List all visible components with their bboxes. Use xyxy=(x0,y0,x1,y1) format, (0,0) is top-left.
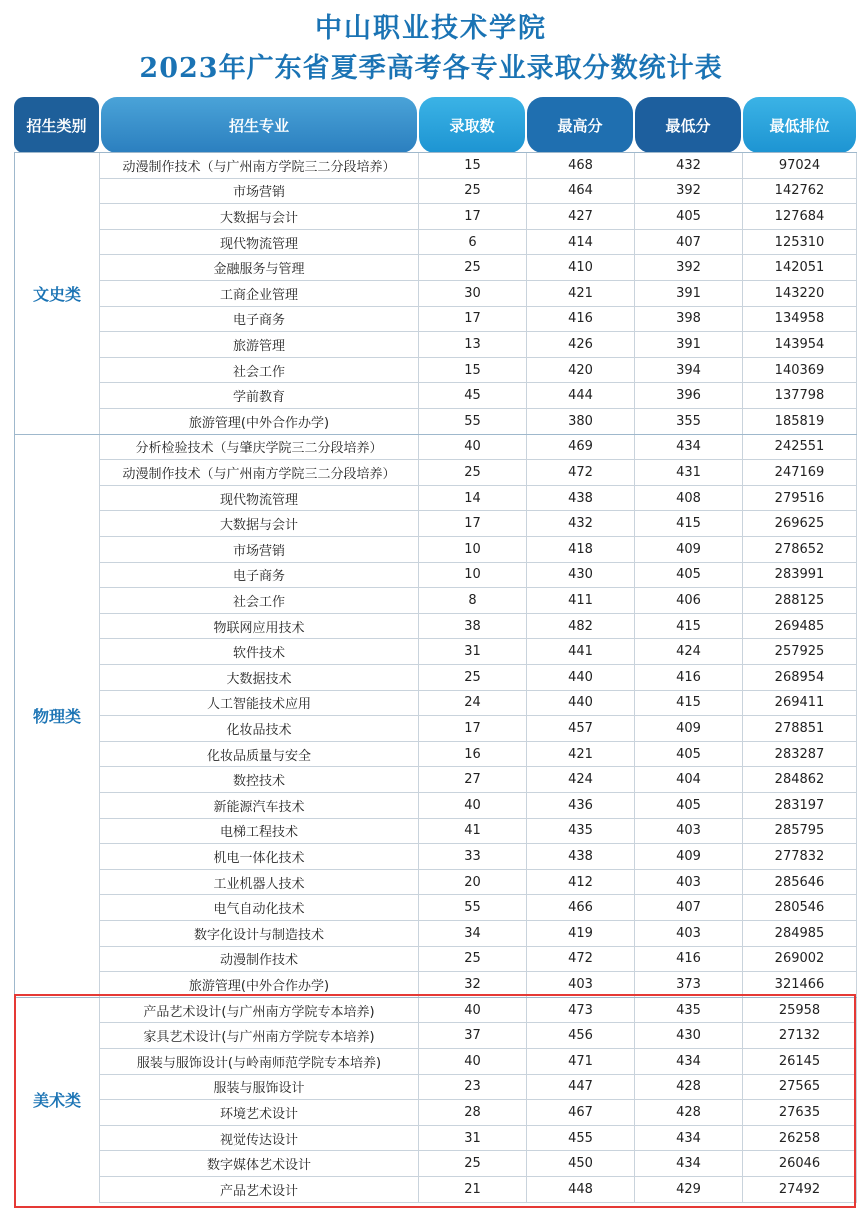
major-cell: 产品艺术设计(与广州南方学院专本培养) xyxy=(99,998,418,1023)
table-row xyxy=(99,230,857,256)
min-rank-cell: 142051 xyxy=(742,255,857,280)
table-row xyxy=(99,563,857,589)
min-score-cell: 392 xyxy=(634,255,742,280)
max-score-cell: 450 xyxy=(526,1151,634,1176)
max-score-cell: 426 xyxy=(526,332,634,357)
header-min-score: 最低分 xyxy=(635,97,741,153)
table-row xyxy=(99,614,857,640)
min-rank-cell: 134958 xyxy=(742,307,857,332)
category-label: 物理类 xyxy=(32,707,81,727)
admitted-cell: 34 xyxy=(418,921,526,946)
min-rank-cell: 277832 xyxy=(742,844,857,869)
admitted-cell: 8 xyxy=(418,588,526,613)
major-cell: 市场营销 xyxy=(99,537,418,562)
max-score-cell: 419 xyxy=(526,921,634,946)
major-cell: 化妆品质量与安全 xyxy=(99,742,418,767)
table-row xyxy=(99,1049,857,1075)
score-table xyxy=(14,152,856,1205)
max-score-cell: 380 xyxy=(526,409,634,434)
table-row xyxy=(99,255,857,281)
major-cell: 化妆品技术 xyxy=(99,716,418,741)
page-subtitle: 2023年广东省夏季高考各专业录取分数统计表 xyxy=(139,53,723,84)
major-cell: 现代物流管理 xyxy=(99,230,418,255)
min-score-cell: 428 xyxy=(634,1100,742,1125)
min-rank-cell: 27132 xyxy=(742,1023,857,1048)
min-score-cell: 409 xyxy=(634,844,742,869)
table-row xyxy=(99,870,857,896)
table-row xyxy=(99,716,857,742)
max-score-cell: 427 xyxy=(526,204,634,229)
admitted-cell: 40 xyxy=(418,998,526,1023)
admitted-cell: 15 xyxy=(418,358,526,383)
max-score-cell: 436 xyxy=(526,793,634,818)
min-score-cell: 394 xyxy=(634,358,742,383)
header-admitted: 录取数 xyxy=(419,97,525,153)
table-row xyxy=(99,435,857,461)
major-cell: 电梯工程技术 xyxy=(99,819,418,844)
min-score-cell: 434 xyxy=(634,435,742,460)
admitted-cell: 25 xyxy=(418,947,526,972)
min-score-cell: 405 xyxy=(634,563,742,588)
min-rank-cell: 283287 xyxy=(742,742,857,767)
major-cell: 数字化设计与制造技术 xyxy=(99,921,418,946)
table-row xyxy=(99,358,857,384)
admitted-cell: 25 xyxy=(418,179,526,204)
min-rank-cell: 25958 xyxy=(742,998,857,1023)
max-score-cell: 448 xyxy=(526,1177,634,1202)
min-rank-cell: 284862 xyxy=(742,767,857,792)
min-score-cell: 434 xyxy=(634,1151,742,1176)
admitted-cell: 25 xyxy=(418,665,526,690)
table-row xyxy=(99,1023,857,1049)
admitted-cell: 23 xyxy=(418,1075,526,1100)
admitted-cell: 27 xyxy=(418,767,526,792)
table-row xyxy=(99,639,857,665)
table-row xyxy=(99,947,857,973)
min-score-cell: 429 xyxy=(634,1177,742,1202)
table-row xyxy=(99,511,857,537)
max-score-cell: 482 xyxy=(526,614,634,639)
table-row xyxy=(99,179,857,205)
min-score-cell: 415 xyxy=(634,511,742,536)
table-row xyxy=(99,588,857,614)
major-cell: 动漫制作技术 xyxy=(99,947,418,972)
table-row xyxy=(99,793,857,819)
admitted-cell: 15 xyxy=(418,153,526,178)
major-cell: 旅游管理(中外合作办学) xyxy=(99,972,418,997)
min-score-cell: 405 xyxy=(634,793,742,818)
admitted-cell: 38 xyxy=(418,614,526,639)
admitted-cell: 40 xyxy=(418,1049,526,1074)
max-score-cell: 456 xyxy=(526,1023,634,1048)
min-score-cell: 404 xyxy=(634,767,742,792)
major-cell: 物联网应用技术 xyxy=(99,614,418,639)
admitted-cell: 55 xyxy=(418,895,526,920)
admitted-cell: 24 xyxy=(418,691,526,716)
admitted-cell: 40 xyxy=(418,435,526,460)
min-rank-cell: 27492 xyxy=(742,1177,857,1202)
header-min-rank: 最低排位 xyxy=(743,97,856,153)
table-header xyxy=(14,97,856,153)
major-cell: 社会工作 xyxy=(99,588,418,613)
admitted-cell: 14 xyxy=(418,486,526,511)
max-score-cell: 416 xyxy=(526,307,634,332)
major-cell: 视觉传达设计 xyxy=(99,1126,418,1151)
table-row xyxy=(99,460,857,486)
major-cell: 服装与服饰设计(与岭南师范学院专本培养) xyxy=(99,1049,418,1074)
table-row xyxy=(99,1100,857,1126)
min-rank-cell: 269411 xyxy=(742,691,857,716)
table-row xyxy=(99,537,857,563)
category-label: 美术类 xyxy=(32,1091,81,1111)
table-row xyxy=(99,204,857,230)
table-row xyxy=(99,153,857,179)
min-rank-cell: 268954 xyxy=(742,665,857,690)
admitted-cell: 41 xyxy=(418,819,526,844)
max-score-cell: 430 xyxy=(526,563,634,588)
min-score-cell: 403 xyxy=(634,870,742,895)
major-cell: 电子商务 xyxy=(99,307,418,332)
major-cell: 数字媒体艺术设计 xyxy=(99,1151,418,1176)
major-cell: 电子商务 xyxy=(99,563,418,588)
min-rank-cell: 278652 xyxy=(742,537,857,562)
table-row xyxy=(99,409,857,435)
major-cell: 机电一体化技术 xyxy=(99,844,418,869)
admitted-cell: 16 xyxy=(418,742,526,767)
table-row xyxy=(99,767,857,793)
major-cell: 家具艺术设计(与广州南方学院专本培养) xyxy=(99,1023,418,1048)
table-row xyxy=(99,486,857,512)
major-cell: 现代物流管理 xyxy=(99,486,418,511)
table-row xyxy=(99,742,857,768)
min-rank-cell: 242551 xyxy=(742,435,857,460)
major-cell: 人工智能技术应用 xyxy=(99,691,418,716)
min-score-cell: 432 xyxy=(634,153,742,178)
major-cell: 软件技术 xyxy=(99,639,418,664)
min-rank-cell: 185819 xyxy=(742,409,857,434)
min-rank-cell: 137798 xyxy=(742,383,857,408)
admitted-cell: 20 xyxy=(418,870,526,895)
major-cell: 动漫制作技术（与广州南方学院三二分段培养） xyxy=(99,460,418,485)
max-score-cell: 403 xyxy=(526,972,634,997)
category-group xyxy=(15,152,857,434)
min-score-cell: 430 xyxy=(634,1023,742,1048)
admitted-cell: 30 xyxy=(418,281,526,306)
max-score-cell: 467 xyxy=(526,1100,634,1125)
min-score-cell: 415 xyxy=(634,614,742,639)
table-row xyxy=(99,972,857,998)
admitted-cell: 17 xyxy=(418,204,526,229)
major-cell: 旅游管理(中外合作办学) xyxy=(99,409,418,434)
max-score-cell: 432 xyxy=(526,511,634,536)
admitted-cell: 28 xyxy=(418,1100,526,1125)
min-score-cell: 407 xyxy=(634,230,742,255)
table-row xyxy=(99,332,857,358)
table-row xyxy=(99,921,857,947)
header-max-score: 最高分 xyxy=(527,97,633,153)
page-title: 中山职业技术学院 xyxy=(315,13,547,44)
admitted-cell: 32 xyxy=(418,972,526,997)
min-score-cell: 373 xyxy=(634,972,742,997)
min-rank-cell: 125310 xyxy=(742,230,857,255)
major-cell: 产品艺术设计 xyxy=(99,1177,418,1202)
min-score-cell: 355 xyxy=(634,409,742,434)
major-cell: 金融服务与管理 xyxy=(99,255,418,280)
admitted-cell: 13 xyxy=(418,332,526,357)
min-rank-cell: 27565 xyxy=(742,1075,857,1100)
min-score-cell: 398 xyxy=(634,307,742,332)
major-cell: 学前教育 xyxy=(99,383,418,408)
category-group xyxy=(15,997,857,1202)
min-score-cell: 424 xyxy=(634,639,742,664)
min-rank-cell: 26258 xyxy=(742,1126,857,1151)
min-score-cell: 409 xyxy=(634,716,742,741)
min-rank-cell: 280546 xyxy=(742,895,857,920)
min-score-cell: 392 xyxy=(634,179,742,204)
admitted-cell: 31 xyxy=(418,639,526,664)
max-score-cell: 444 xyxy=(526,383,634,408)
max-score-cell: 414 xyxy=(526,230,634,255)
max-score-cell: 424 xyxy=(526,767,634,792)
max-score-cell: 466 xyxy=(526,895,634,920)
min-rank-cell: 283991 xyxy=(742,563,857,588)
table-row xyxy=(99,665,857,691)
table-row xyxy=(99,998,857,1024)
max-score-cell: 418 xyxy=(526,537,634,562)
table-row xyxy=(99,819,857,845)
major-cell: 大数据与会计 xyxy=(99,511,418,536)
major-cell: 大数据技术 xyxy=(99,665,418,690)
min-score-cell: 434 xyxy=(634,1126,742,1151)
min-rank-cell: 283197 xyxy=(742,793,857,818)
min-score-cell: 416 xyxy=(634,665,742,690)
major-cell: 电气自动化技术 xyxy=(99,895,418,920)
admitted-cell: 55 xyxy=(418,409,526,434)
min-rank-cell: 285646 xyxy=(742,870,857,895)
min-rank-cell: 143954 xyxy=(742,332,857,357)
min-rank-cell: 143220 xyxy=(742,281,857,306)
admitted-cell: 10 xyxy=(418,537,526,562)
table-row xyxy=(99,895,857,921)
min-rank-cell: 97024 xyxy=(742,153,857,178)
table-row xyxy=(99,1177,857,1203)
min-score-cell: 391 xyxy=(634,281,742,306)
major-cell: 数控技术 xyxy=(99,767,418,792)
major-cell: 环境艺术设计 xyxy=(99,1100,418,1125)
major-cell: 大数据与会计 xyxy=(99,204,418,229)
max-score-cell: 410 xyxy=(526,255,634,280)
admitted-cell: 40 xyxy=(418,793,526,818)
admitted-cell: 37 xyxy=(418,1023,526,1048)
max-score-cell: 457 xyxy=(526,716,634,741)
min-score-cell: 416 xyxy=(634,947,742,972)
major-cell: 市场营销 xyxy=(99,179,418,204)
max-score-cell: 412 xyxy=(526,870,634,895)
min-rank-cell: 257925 xyxy=(742,639,857,664)
header-major: 招生专业 xyxy=(101,97,417,153)
table-row xyxy=(99,1126,857,1152)
admitted-cell: 33 xyxy=(418,844,526,869)
max-score-cell: 411 xyxy=(526,588,634,613)
max-score-cell: 455 xyxy=(526,1126,634,1151)
max-score-cell: 421 xyxy=(526,281,634,306)
min-score-cell: 409 xyxy=(634,537,742,562)
min-rank-cell: 321466 xyxy=(742,972,857,997)
major-cell: 动漫制作技术（与广州南方学院三二分段培养） xyxy=(99,153,418,178)
max-score-cell: 438 xyxy=(526,844,634,869)
min-score-cell: 391 xyxy=(634,332,742,357)
max-score-cell: 440 xyxy=(526,691,634,716)
min-rank-cell: 140369 xyxy=(742,358,857,383)
min-score-cell: 408 xyxy=(634,486,742,511)
min-rank-cell: 285795 xyxy=(742,819,857,844)
min-rank-cell: 269625 xyxy=(742,511,857,536)
max-score-cell: 440 xyxy=(526,665,634,690)
max-score-cell: 464 xyxy=(526,179,634,204)
admitted-cell: 17 xyxy=(418,716,526,741)
major-cell: 服装与服饰设计 xyxy=(99,1075,418,1100)
table-row xyxy=(99,281,857,307)
min-score-cell: 431 xyxy=(634,460,742,485)
min-rank-cell: 269485 xyxy=(742,614,857,639)
table-row xyxy=(99,1151,857,1177)
min-rank-cell: 26046 xyxy=(742,1151,857,1176)
admitted-cell: 17 xyxy=(418,307,526,332)
table-row xyxy=(99,383,857,409)
major-cell: 社会工作 xyxy=(99,358,418,383)
min-score-cell: 396 xyxy=(634,383,742,408)
admitted-cell: 45 xyxy=(418,383,526,408)
max-score-cell: 441 xyxy=(526,639,634,664)
major-cell: 工业机器人技术 xyxy=(99,870,418,895)
header-category: 招生类别 xyxy=(14,97,99,153)
max-score-cell: 420 xyxy=(526,358,634,383)
min-score-cell: 415 xyxy=(634,691,742,716)
max-score-cell: 468 xyxy=(526,153,634,178)
admitted-cell: 25 xyxy=(418,255,526,280)
min-rank-cell: 127684 xyxy=(742,204,857,229)
min-score-cell: 434 xyxy=(634,1049,742,1074)
min-rank-cell: 278851 xyxy=(742,716,857,741)
major-cell: 旅游管理 xyxy=(99,332,418,357)
table-row xyxy=(99,844,857,870)
major-cell: 分析检验技术（与肇庆学院三二分段培养） xyxy=(99,435,418,460)
max-score-cell: 435 xyxy=(526,819,634,844)
admitted-cell: 10 xyxy=(418,563,526,588)
min-score-cell: 405 xyxy=(634,742,742,767)
min-score-cell: 406 xyxy=(634,588,742,613)
min-rank-cell: 284985 xyxy=(742,921,857,946)
min-rank-cell: 247169 xyxy=(742,460,857,485)
max-score-cell: 471 xyxy=(526,1049,634,1074)
category-group xyxy=(15,434,857,997)
admitted-cell: 25 xyxy=(418,1151,526,1176)
max-score-cell: 438 xyxy=(526,486,634,511)
min-score-cell: 428 xyxy=(634,1075,742,1100)
major-cell: 新能源汽车技术 xyxy=(99,793,418,818)
max-score-cell: 472 xyxy=(526,460,634,485)
table-row xyxy=(99,691,857,717)
min-rank-cell: 142762 xyxy=(742,179,857,204)
admitted-cell: 31 xyxy=(418,1126,526,1151)
table-row xyxy=(99,1075,857,1101)
category-label: 文史类 xyxy=(32,284,81,304)
min-score-cell: 435 xyxy=(634,998,742,1023)
min-rank-cell: 288125 xyxy=(742,588,857,613)
major-cell: 工商企业管理 xyxy=(99,281,418,306)
admitted-cell: 25 xyxy=(418,460,526,485)
min-rank-cell: 279516 xyxy=(742,486,857,511)
max-score-cell: 447 xyxy=(526,1075,634,1100)
admitted-cell: 6 xyxy=(418,230,526,255)
min-score-cell: 407 xyxy=(634,895,742,920)
min-rank-cell: 269002 xyxy=(742,947,857,972)
min-rank-cell: 27635 xyxy=(742,1100,857,1125)
min-score-cell: 403 xyxy=(634,921,742,946)
max-score-cell: 421 xyxy=(526,742,634,767)
min-score-cell: 405 xyxy=(634,204,742,229)
max-score-cell: 473 xyxy=(526,998,634,1023)
min-score-cell: 403 xyxy=(634,819,742,844)
max-score-cell: 472 xyxy=(526,947,634,972)
admitted-cell: 21 xyxy=(418,1177,526,1202)
table-row xyxy=(99,307,857,333)
max-score-cell: 469 xyxy=(526,435,634,460)
admitted-cell: 17 xyxy=(418,511,526,536)
min-rank-cell: 26145 xyxy=(742,1049,857,1074)
